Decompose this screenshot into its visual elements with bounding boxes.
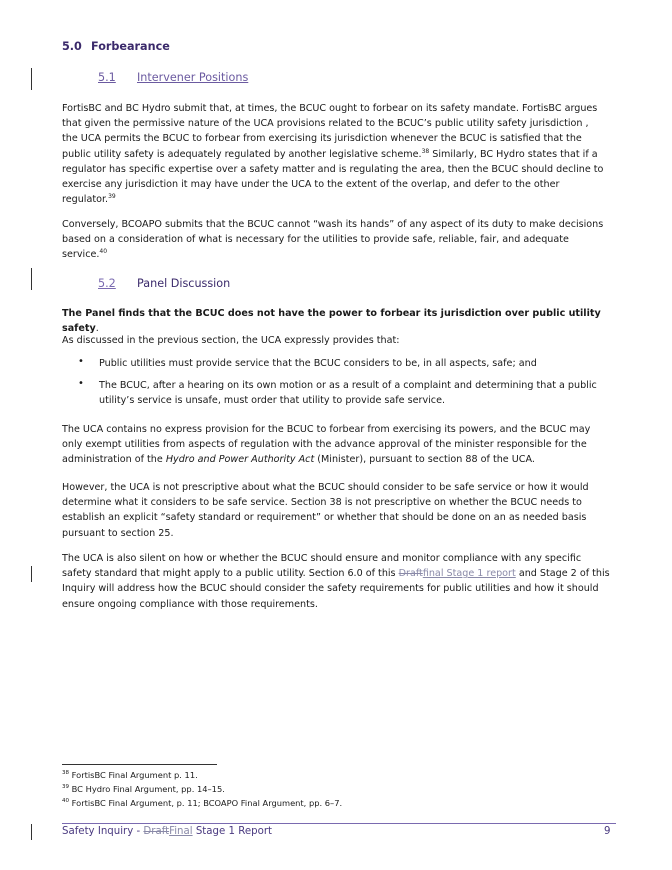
subsection-title: Intervener Positions — [137, 71, 249, 84]
text-span: safety standard that might apply to a public utility. Section 6.0 of this — [62, 568, 399, 580]
footnote-text: FortisBC Final Argument, p. 11; BCOAPO Final Argument, pp. 6–7. — [69, 798, 343, 808]
text-line — [62, 247, 618, 262]
paragraph-not-prescriptive — [62, 480, 618, 541]
paragraph-intervener-positions — [62, 101, 618, 207]
text-span: administration of the — [62, 454, 166, 466]
text-line: Public utilities must provide service that the BCUC considers to be, in all aspects, safe; and — [99, 358, 537, 369]
footnote-ref[interactable]: 40 — [99, 248, 108, 256]
text-line — [62, 452, 618, 467]
text-line: the UCA permits the BCUC to forbear from exercising its jurisdiction whenever the BCUC is satisfied that the — [62, 133, 582, 145]
footnote — [62, 784, 225, 795]
footnote-ref[interactable]: 38 — [421, 147, 430, 155]
footer-text: Stage 1 Report — [192, 826, 272, 837]
subsection-title: Panel Discussion — [137, 277, 231, 290]
text-line: The UCA contains no express provision for the BCUC to forbear from exercising its powers, and the BCUC may — [62, 424, 591, 435]
footer-text: Safety Inquiry - — [62, 826, 144, 837]
text-line: FortisBC and BC Hydro submit that, at times, the BCUC ought to forbear on its safety mandate. FortisBC argues — [62, 103, 598, 114]
text-line: that given the permissive nature of the UCA provisions related to the BCUC’s public utility safety jurisdiction , — [62, 118, 589, 130]
text-span: regulator. — [62, 194, 109, 206]
change-bar — [31, 824, 32, 840]
change-bar — [31, 268, 32, 290]
bullet-icon: • — [78, 378, 84, 389]
text-line: regulator has specific expertise over a safety matter and is regulating the area, then the BCUC should decline to — [62, 163, 604, 175]
text-span: Similarly, BC Hydro states that if a — [429, 148, 598, 160]
text-line: pursuant to section 25. — [62, 527, 174, 539]
bullet-icon: • — [78, 356, 84, 367]
text-span: public utility safety is adequately regulated by another legislative scheme. — [62, 148, 422, 160]
paragraph-bcoapo — [62, 217, 618, 263]
text-line: The BCUC, after a hearing on its own motion or as a result of a complaint and determining that a public — [99, 380, 597, 391]
finding-text: The Panel finds that the BCUC does not have the power to forbear its jurisdiction over public utility safety — [62, 308, 601, 335]
page-number: 9 — [604, 826, 611, 837]
text-line: utility’s service is unsafe, must order that utility to provide safe service. — [99, 395, 446, 407]
footnote-number: 40 — [62, 798, 69, 805]
footnote-ref[interactable]: 39 — [108, 193, 116, 201]
subsection-heading-5-2 — [98, 277, 230, 290]
text-span: and Stage 2 of this — [515, 568, 610, 580]
text-line: determine what it considers to be safe service. Section 38 is not prescriptive on whether the BCUC needs to — [62, 497, 582, 509]
footnote-number: 38 — [62, 770, 69, 777]
act-title: Hydro and Power Authority Act — [165, 454, 315, 466]
tracked-insertion: final Stage 1 report — [422, 568, 516, 580]
text-line: Conversely, BCOAPO submits that the BCUC cannot “wash its hands” of any aspect of its duty to make decisions — [62, 219, 604, 230]
text-line — [62, 566, 618, 581]
text-line: ensure ongoing compliance with those requirements. — [62, 598, 318, 610]
paragraph-intro: As discussed in the previous section, the UCA expressly provides that: — [62, 335, 400, 346]
tracked-insertion: Final — [169, 826, 193, 837]
footnote — [62, 770, 198, 781]
subsection-heading-5-1 — [98, 71, 248, 84]
section-heading — [62, 40, 170, 53]
text-line: However, the UCA is not prescriptive about what the BCUC should consider to be safe service or how it would — [62, 482, 589, 493]
footnote-text: FortisBC Final Argument p. 11. — [69, 770, 198, 780]
list-item — [99, 378, 619, 408]
text-span: (Minister), pursuant to section 88 of the UCA. — [314, 454, 535, 466]
text-line: exercise any jurisdiction it may have under the UCA to the extent of the overlap, and defer to the other — [62, 179, 560, 191]
footnote — [62, 798, 342, 809]
text-line — [62, 147, 618, 162]
text-span: service. — [62, 249, 100, 261]
page-footer — [62, 826, 272, 837]
footer-separator — [62, 823, 616, 824]
text-line: Inquiry will address how the BCUC should consider the safety requirements for public utilities and how it should — [62, 583, 599, 595]
tracked-deletion: Draft — [398, 568, 423, 580]
section-title: Forbearance — [91, 40, 170, 53]
text-line: The UCA is also silent on how or whether the BCUC should ensure and monitor compliance with any specific — [62, 553, 582, 564]
panel-finding — [62, 306, 618, 336]
list-item — [99, 356, 619, 371]
paragraph-compliance — [62, 551, 618, 612]
text-span: . — [95, 323, 99, 335]
tracked-deletion: Draft — [143, 826, 170, 837]
text-line — [62, 192, 618, 207]
change-bar — [31, 68, 32, 90]
text-line: only exempt utilities from aspects of regulation with the advance approval of the minister responsible for the — [62, 439, 587, 451]
text-line: establish an explicit “safety standard or requirement” or whether that should be done on an as needed basis — [62, 512, 587, 524]
paragraph-no-provision — [62, 422, 618, 468]
text-line: based on a consideration of what is necessary for the utilities to provide safe, reliable, fair, and adequate — [62, 234, 569, 246]
section-number: 5.0 — [62, 40, 82, 53]
change-bar — [31, 566, 32, 582]
subsection-number: 5.2 — [98, 277, 116, 290]
footnote-number: 39 — [62, 784, 69, 791]
subsection-number: 5.1 — [98, 71, 116, 84]
footnote-separator — [62, 764, 217, 765]
footnote-text: BC Hydro Final Argument, pp. 14–15. — [69, 784, 225, 794]
